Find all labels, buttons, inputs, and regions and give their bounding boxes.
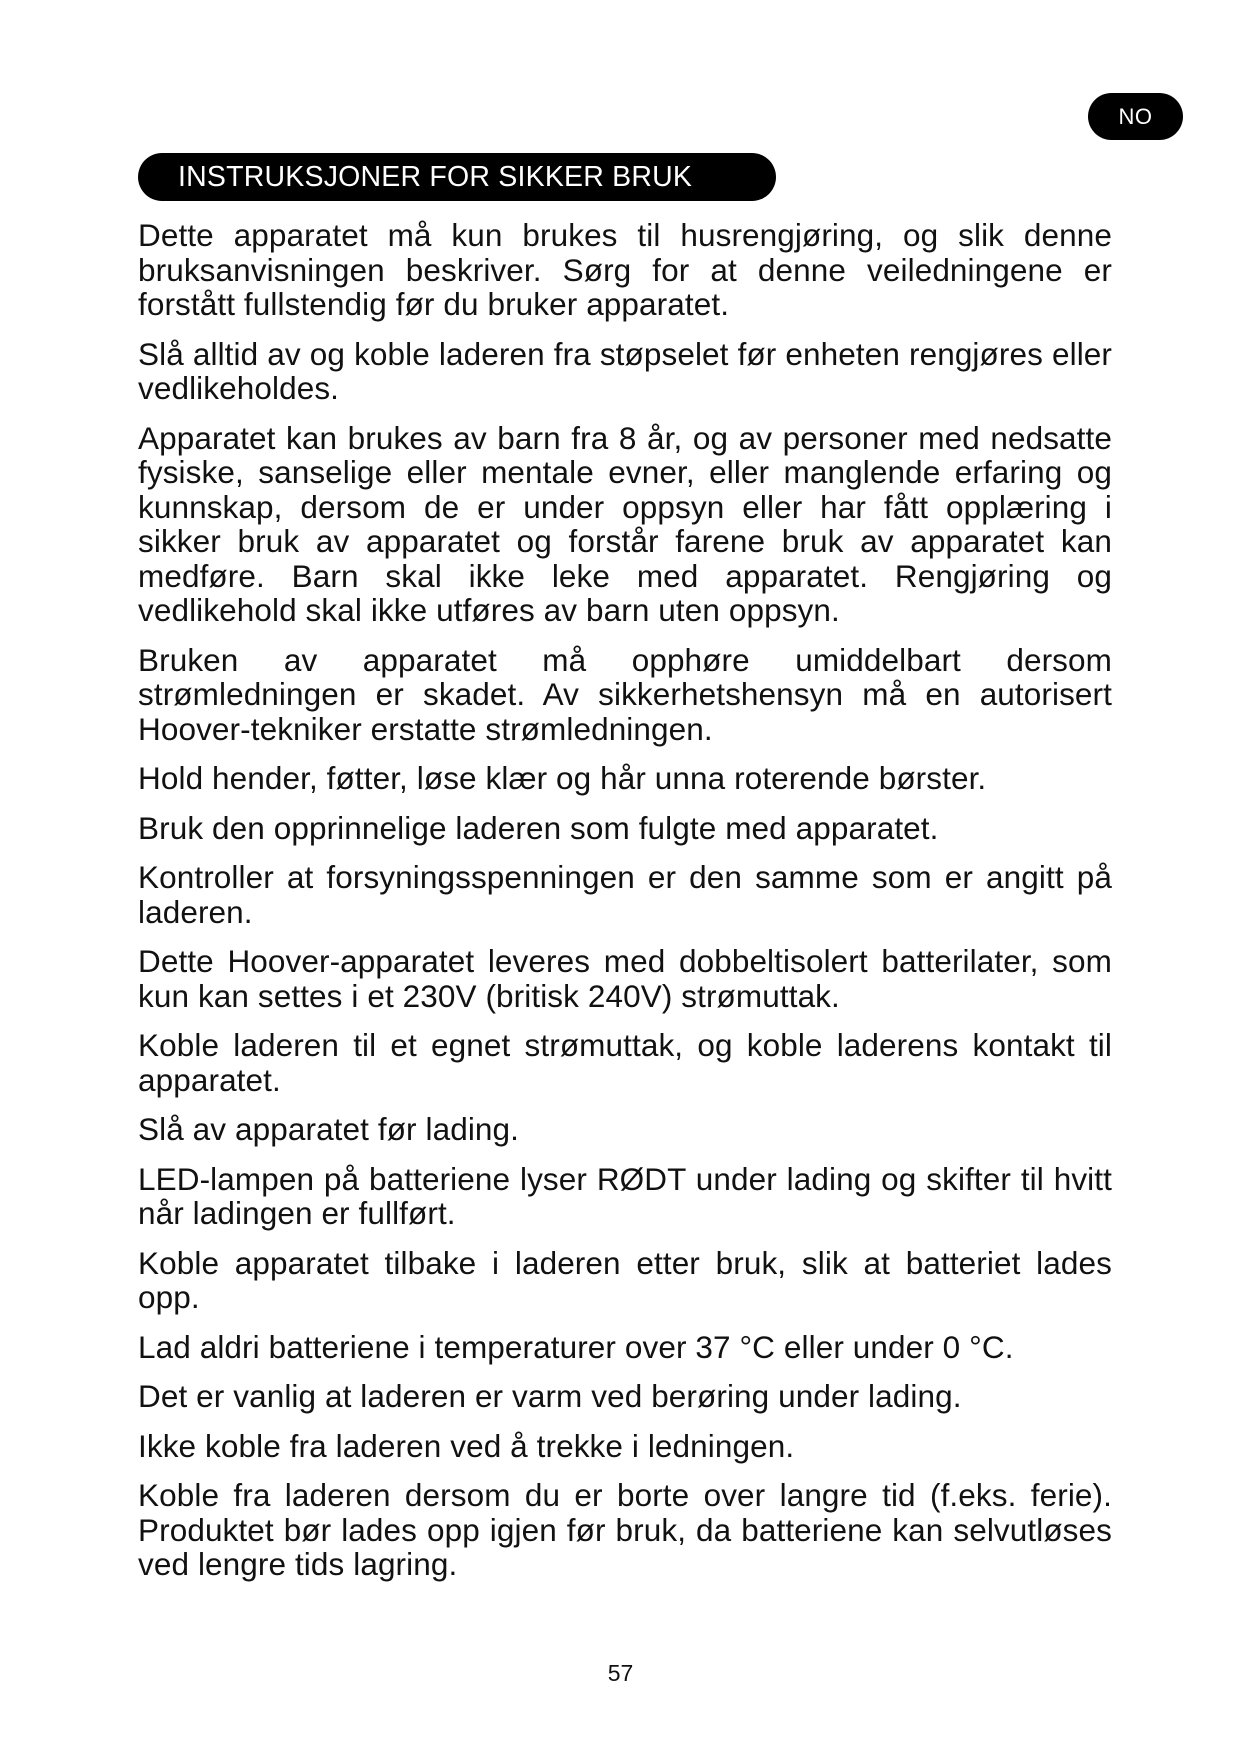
paragraph: Koble laderen til et egnet strømuttak, og koble laderens kontakt til apparatet. [138, 1027, 1112, 1098]
paragraph: Bruk den opprinnelige laderen som fulgte med apparatet. [138, 809, 939, 846]
paragraph: Bruken av apparatet må opphøre umiddelbart dersom strømledningen er skadet. Av sikkerhetshensyn må en autorisert Hoover-tekniker erstatte strømledningen. [138, 641, 1112, 747]
paragraph: Lad aldri batteriene i temperaturer over 37 °C eller under 0 °C. [138, 1328, 1014, 1365]
paragraph: Koble fra laderen dersom du er borte over langre tid (f.eks. ferie). Produktet bør lades opp igjen før bruk, da batteriene kan selvutløses ved lengre tids lagring. [138, 1477, 1112, 1582]
paragraph: Dette apparatet må kun brukes til husrengjøring, og slik denne bruksanvisningen beskriver. Sørg for at denne veiledningene er forstått fullstendig før du bruker apparatet. [138, 217, 1112, 322]
safety-instructions-body [138, 218, 1112, 1597]
paragraph: Det er vanlig at laderen er varm ved berøring under lading. [138, 1378, 962, 1414]
paragraph: Koble apparatet tilbake i laderen etter bruk, slik at batteriet lades opp. [138, 1244, 1112, 1315]
paragraph: Slå av apparatet før lading. [138, 1111, 520, 1147]
paragraph: Hold hender, føtter, løse klær og hår unna roterende børster. [138, 760, 987, 796]
paragraph: Ikke koble fra laderen ved å trekke i ledningen. [138, 1427, 795, 1464]
paragraph: Apparatet kan brukes av barn fra 8 år, og av personer med nedsatte fysiske, sanselige eller mentale evner, eller manglende erfaring og kunnskap, dersom de er under oppsyn eller har fått opplæring i sikker bruk av apparatet og forstår farene bruk av apparatet kan medføre. Barn skal ikke leke med apparatet. Rengjøring og vedlikehold skal ikke utføres av barn uten oppsyn. [138, 419, 1112, 628]
paragraph: LED-lampen på batteriene lyser RØDT under lading og skifter til hvitt når ladingen er fullført. [138, 1160, 1112, 1231]
section-title: INSTRUKSJONER FOR SIKKER BRUK [138, 153, 776, 201]
paragraph: Slå alltid av og koble laderen fra støpselet før enheten rengjøres eller vedlikeholdes. [138, 335, 1112, 406]
page-number: 57 [607, 1660, 634, 1686]
paragraph: Dette Hoover-apparatet leveres med dobbeltisolert batterilater, som kun kan settes i et 230V (britisk 240V) strømuttak. [138, 943, 1112, 1014]
paragraph: Kontroller at forsyningsspenningen er den samme som er angitt på laderen. [138, 859, 1112, 930]
language-badge: NO [1088, 93, 1183, 140]
